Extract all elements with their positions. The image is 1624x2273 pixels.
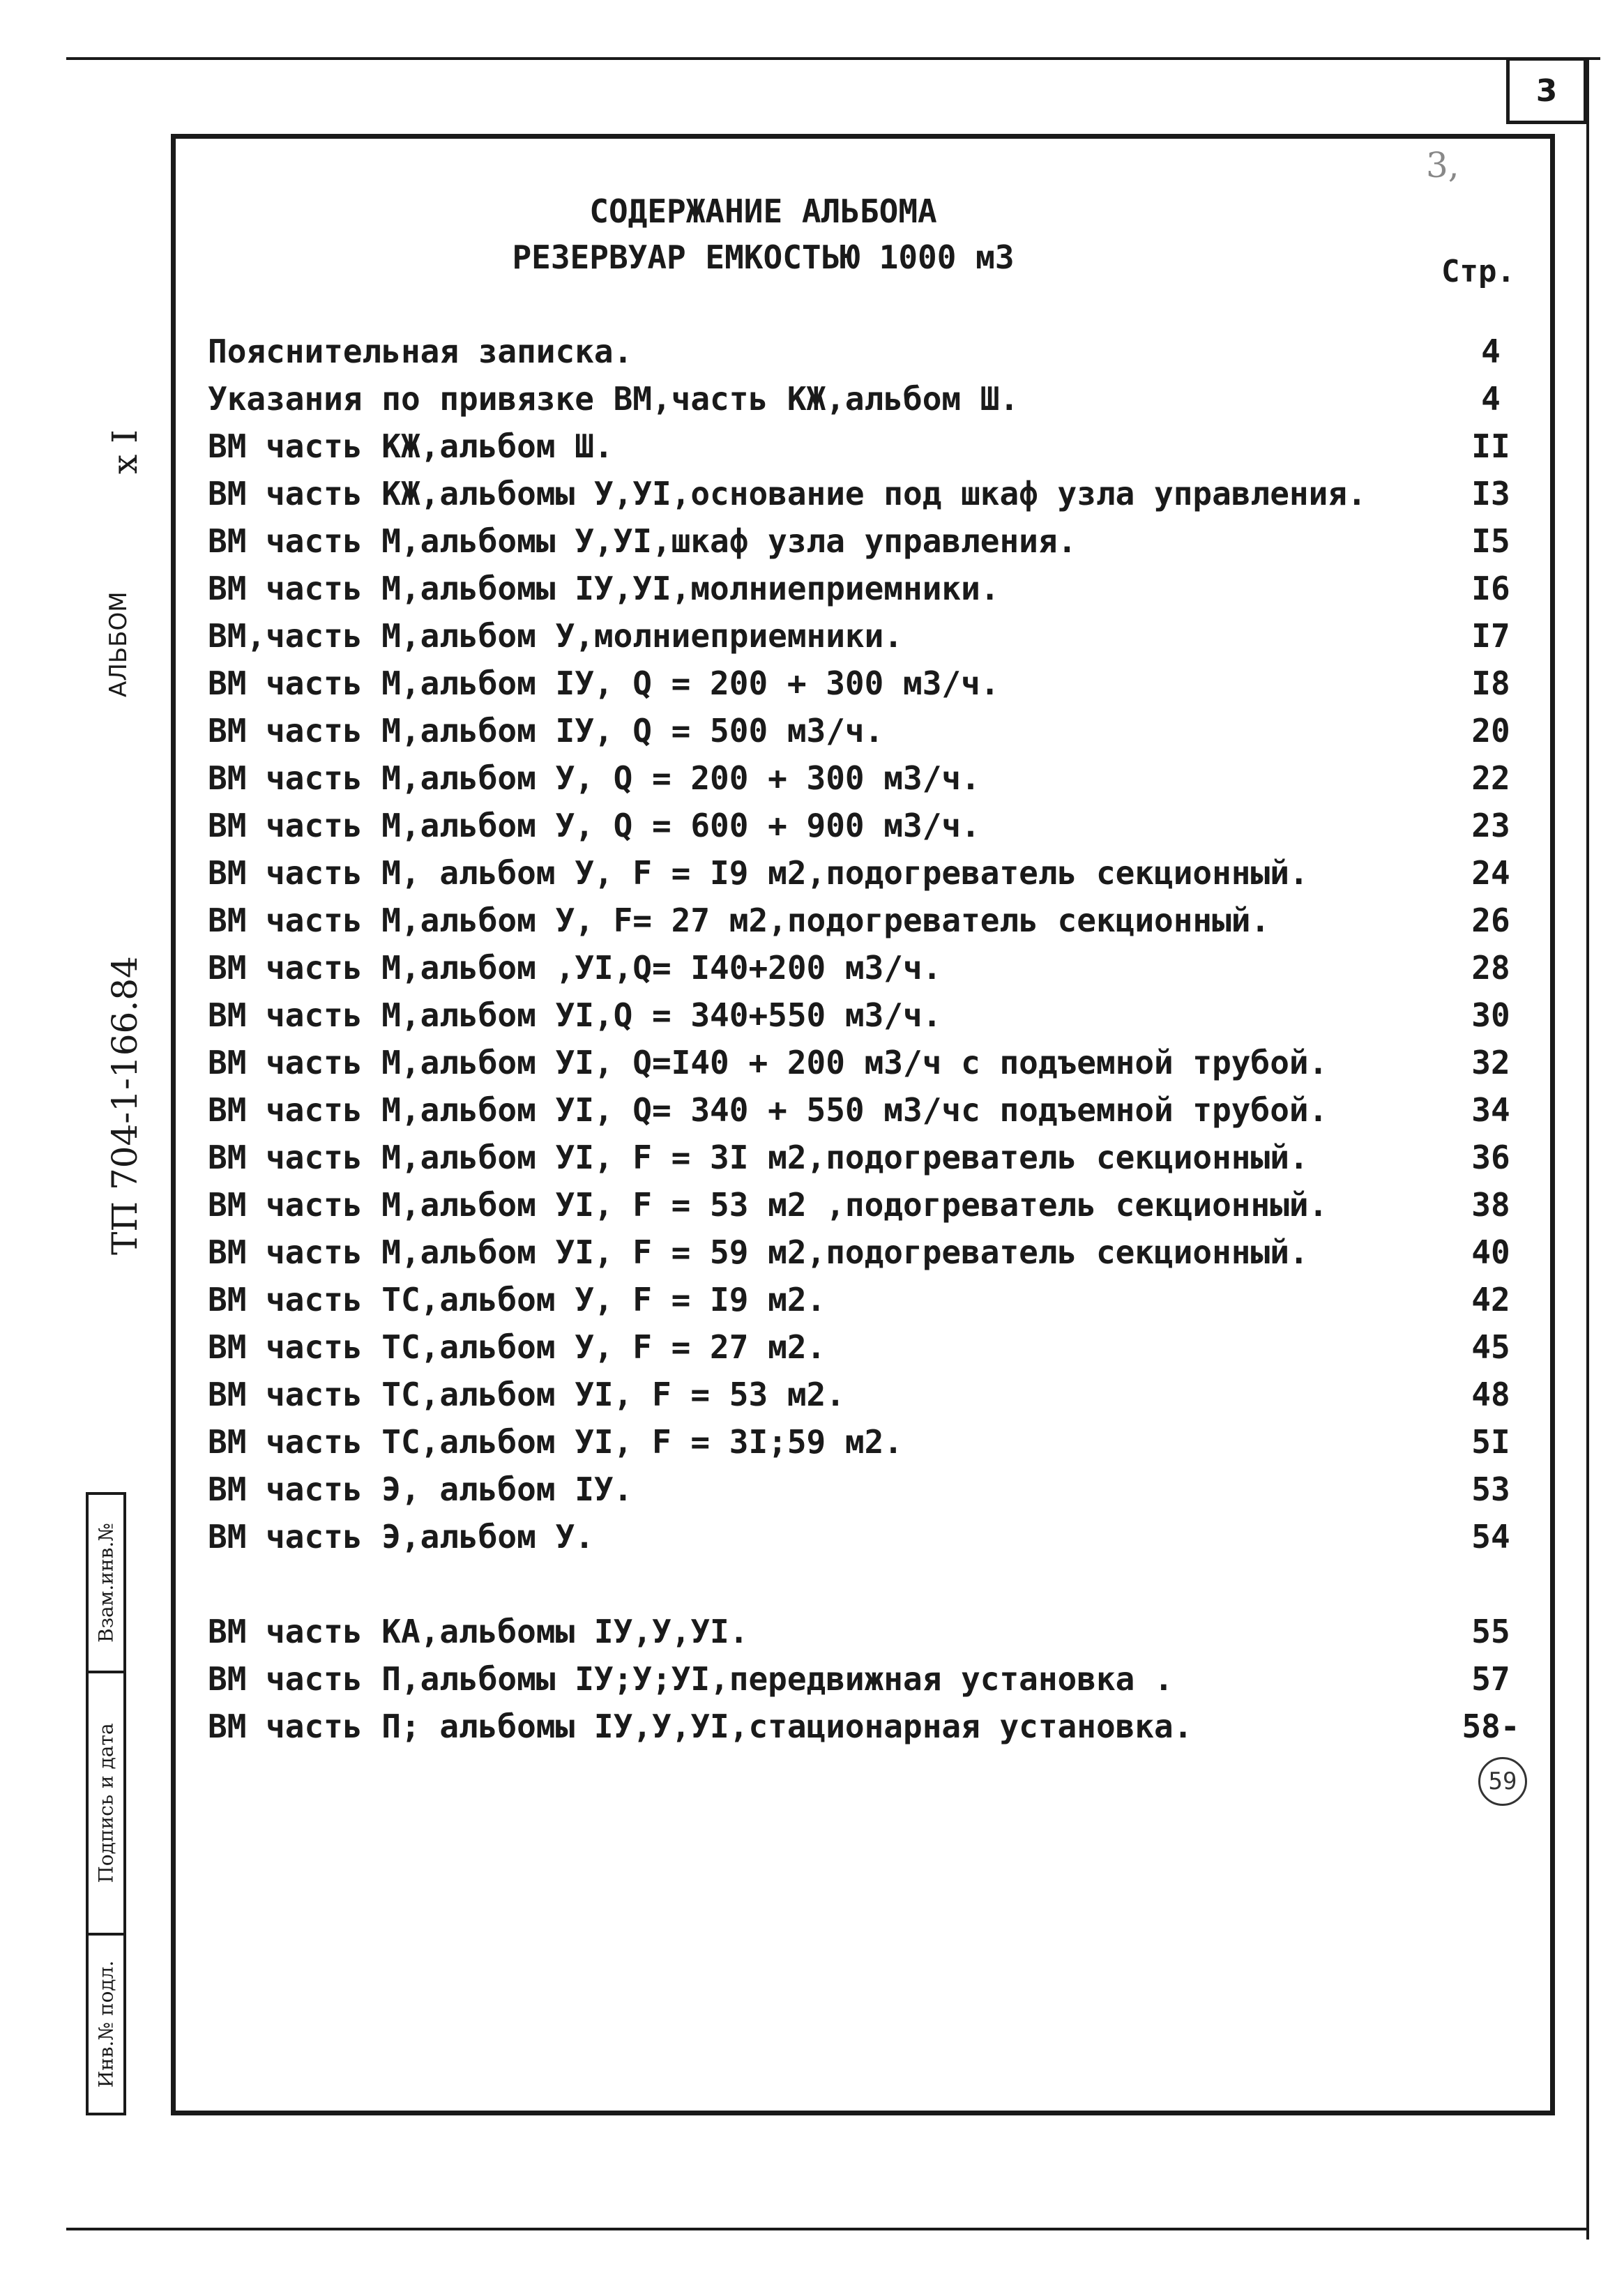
toc-entry-text: ВМ часть М, альбом У, F = I9 м2,подогреватель секционный. xyxy=(208,854,1309,892)
album-number-label: х I xyxy=(105,429,145,474)
toc-row xyxy=(208,1655,1533,1703)
toc-entry-text: ВМ часть Э, альбом IУ. xyxy=(208,1470,633,1508)
stamp-signature-date-label: Подпись и дата xyxy=(94,1723,118,1883)
toc-row xyxy=(208,612,1533,660)
toc-entry-text: ВМ часть П,альбомы IУ;У;УI,передвижная установка . xyxy=(208,1660,1174,1698)
toc-entry-text: ВМ часть М,альбом УI, F = 59 м2,подогреватель секционный. xyxy=(208,1233,1309,1271)
toc-entry-text: ВМ часть М,альбом УI, F = 53 м2 ,подогреватель секционный. xyxy=(208,1186,1328,1224)
toc-entry-text: ВМ часть Э,альбом У. xyxy=(208,1518,594,1556)
toc-row xyxy=(208,1371,1533,1418)
sheet-number: 3 xyxy=(1506,57,1587,124)
circled-page-number: 59 xyxy=(1478,1757,1527,1806)
toc-entry-page: 30 xyxy=(1471,996,1510,1034)
toc-entry-page: 42 xyxy=(1471,1281,1510,1318)
toc-entry-page: 5I xyxy=(1471,1423,1510,1461)
toc-entry-page: 4 xyxy=(1481,333,1501,370)
toc-entry-page: 32 xyxy=(1471,1044,1510,1081)
toc-row xyxy=(208,1134,1533,1181)
toc-entry-text: ВМ часть М,альбомы IУ,УI,молниеприемники. xyxy=(208,570,1000,607)
toc-entry-page: I5 xyxy=(1471,522,1510,560)
toc-row xyxy=(208,1608,1533,1655)
toc-row xyxy=(208,1276,1533,1323)
toc-row xyxy=(208,1703,1533,1750)
toc-row xyxy=(208,1086,1533,1134)
toc-entry-page: 23 xyxy=(1471,807,1510,844)
toc-entry-text: ВМ часть М,альбом УI, Q=I40 + 200 м3/ч с подъемной трубой. xyxy=(208,1044,1328,1081)
album-label: АЛЬБОМ xyxy=(105,591,132,697)
toc-entry-text: ВМ часть М,альбом У, Q = 600 + 900 м3/ч. xyxy=(208,807,980,844)
outer-right-border xyxy=(1586,57,1589,2240)
stamp-replacement-inv-label: Взам.инв.№ xyxy=(94,1523,118,1643)
page-column-header: Стр. xyxy=(1441,254,1515,289)
toc-entry-page: 40 xyxy=(1471,1233,1510,1271)
toc-row xyxy=(208,1181,1533,1229)
toc-entry-page: 58- xyxy=(1462,1708,1520,1745)
toc-entry-page: 53 xyxy=(1471,1470,1510,1508)
toc-row xyxy=(208,423,1533,470)
toc-row xyxy=(208,991,1533,1039)
toc-entry-page: I3 xyxy=(1471,475,1510,512)
toc-entry-page: 26 xyxy=(1471,902,1510,939)
toc-row xyxy=(208,1418,1533,1466)
stamp-signature-date xyxy=(86,1671,126,1936)
toc-entry-text: ВМ часть КА,альбомы IУ,У,УI. xyxy=(208,1613,749,1650)
toc-entry-text: Указания по привязке ВМ,часть КЖ,альбом Ш. xyxy=(208,380,1019,418)
toc-entry-page: II xyxy=(1471,427,1510,465)
toc-entry-text: ВМ часть М,альбом ,УI,Q= I40+200 м3/ч. xyxy=(208,949,942,987)
toc-row xyxy=(208,1323,1533,1371)
toc-entry-page: I8 xyxy=(1471,664,1510,702)
page-title: СОДЕРЖАНИЕ АЛЬБОМА xyxy=(589,192,937,230)
toc-entry-page: 54 xyxy=(1471,1518,1510,1556)
stamp-inv-original xyxy=(86,1933,126,2115)
toc-row xyxy=(208,754,1533,802)
toc-entry-page: 22 xyxy=(1471,759,1510,797)
toc-entry-text: ВМ часть М,альбом УI, F = 3I м2,подогреватель секционный. xyxy=(208,1139,1309,1176)
stamp-replacement-inv xyxy=(86,1492,126,1673)
toc-entry-page: 28 xyxy=(1471,949,1510,987)
toc-entry-page: I7 xyxy=(1471,617,1510,655)
toc-entry-text: ВМ часть М,альбомы У,УI,шкаф узла управления. xyxy=(208,522,1077,560)
toc-entry-text: ВМ часть М,альбом IУ, Q = 200 + 300 м3/ч. xyxy=(208,664,1000,702)
toc-row xyxy=(208,802,1533,849)
toc-entry-text: ВМ часть М,альбом УI, Q= 340 + 550 м3/чс подъемной трубой. xyxy=(208,1091,1328,1129)
toc-entry-text: ВМ часть М,альбом У, Q = 200 + 300 м3/ч. xyxy=(208,759,980,797)
table-of-contents xyxy=(208,328,1533,1750)
toc-row xyxy=(208,1466,1533,1513)
outer-top-border xyxy=(66,57,1600,60)
toc-entry-text: ВМ часть КЖ,альбом Ш. xyxy=(208,427,614,465)
toc-row xyxy=(208,1229,1533,1276)
toc-row xyxy=(208,707,1533,754)
toc-entry-text: ВМ часть М,альбом IУ, Q = 500 м3/ч. xyxy=(208,712,884,750)
toc-entry-text: ВМ часть ТС,альбом У, F = 27 м2. xyxy=(208,1328,826,1366)
toc-row xyxy=(208,375,1533,423)
toc-entry-text: ВМ часть М,альбом У, F= 27 м2,подогреватель секционный. xyxy=(208,902,1270,939)
toc-entry-text: ВМ часть ТС,альбом УI, F = 3I;59 м2. xyxy=(208,1423,903,1461)
toc-entry-text: Пояснительная записка. xyxy=(208,333,633,370)
toc-entry-page: 38 xyxy=(1471,1186,1510,1224)
toc-entry-text: ВМ,часть М,альбом У,молниеприемники. xyxy=(208,617,903,655)
toc-entry-page: 48 xyxy=(1471,1376,1510,1413)
toc-entry-page: 4 xyxy=(1481,380,1501,418)
toc-entry-page: 55 xyxy=(1471,1613,1510,1650)
project-code-label: ТП 704-1-166.84 xyxy=(105,956,145,1255)
toc-entry-text: ВМ часть ТС,альбом У, F = I9 м2. xyxy=(208,1281,826,1318)
page-subtitle: РЕЗЕРВУАР ЕМКОСТЬЮ 1000 м3 xyxy=(512,238,1015,276)
toc-entry-text: ВМ часть КЖ,альбомы У,УI,основание под шкаф узла управления. xyxy=(208,475,1367,512)
toc-row xyxy=(208,849,1533,897)
toc-row xyxy=(208,1513,1533,1560)
toc-entry-text: ВМ часть ТС,альбом УI, F = 53 м2. xyxy=(208,1376,845,1413)
toc-row xyxy=(208,328,1533,375)
toc-row xyxy=(208,944,1533,991)
stamp-inv-original-label: Инв.№ подл. xyxy=(94,1960,118,2088)
toc-entry-text: ВМ часть М,альбом УI,Q = 340+550 м3/ч. xyxy=(208,996,942,1034)
toc-row xyxy=(208,470,1533,517)
toc-row xyxy=(208,1039,1533,1086)
toc-entry-page: 45 xyxy=(1471,1328,1510,1366)
outer-bottom-border xyxy=(66,2228,1589,2230)
toc-entry-page: 57 xyxy=(1471,1660,1510,1698)
corner-mark: 3, xyxy=(1426,145,1459,185)
toc-row xyxy=(208,565,1533,612)
toc-row xyxy=(208,517,1533,565)
toc-entry-page: I6 xyxy=(1471,570,1510,607)
toc-row xyxy=(208,897,1533,944)
toc-entry-text: ВМ часть П; альбомы IУ,У,УI,стационарная установка. xyxy=(208,1708,1193,1745)
toc-entry-page: 36 xyxy=(1471,1139,1510,1176)
toc-row xyxy=(208,660,1533,707)
toc-entry-page: 24 xyxy=(1471,854,1510,892)
toc-entry-page: 20 xyxy=(1471,712,1510,750)
toc-entry-page: 34 xyxy=(1471,1091,1510,1129)
